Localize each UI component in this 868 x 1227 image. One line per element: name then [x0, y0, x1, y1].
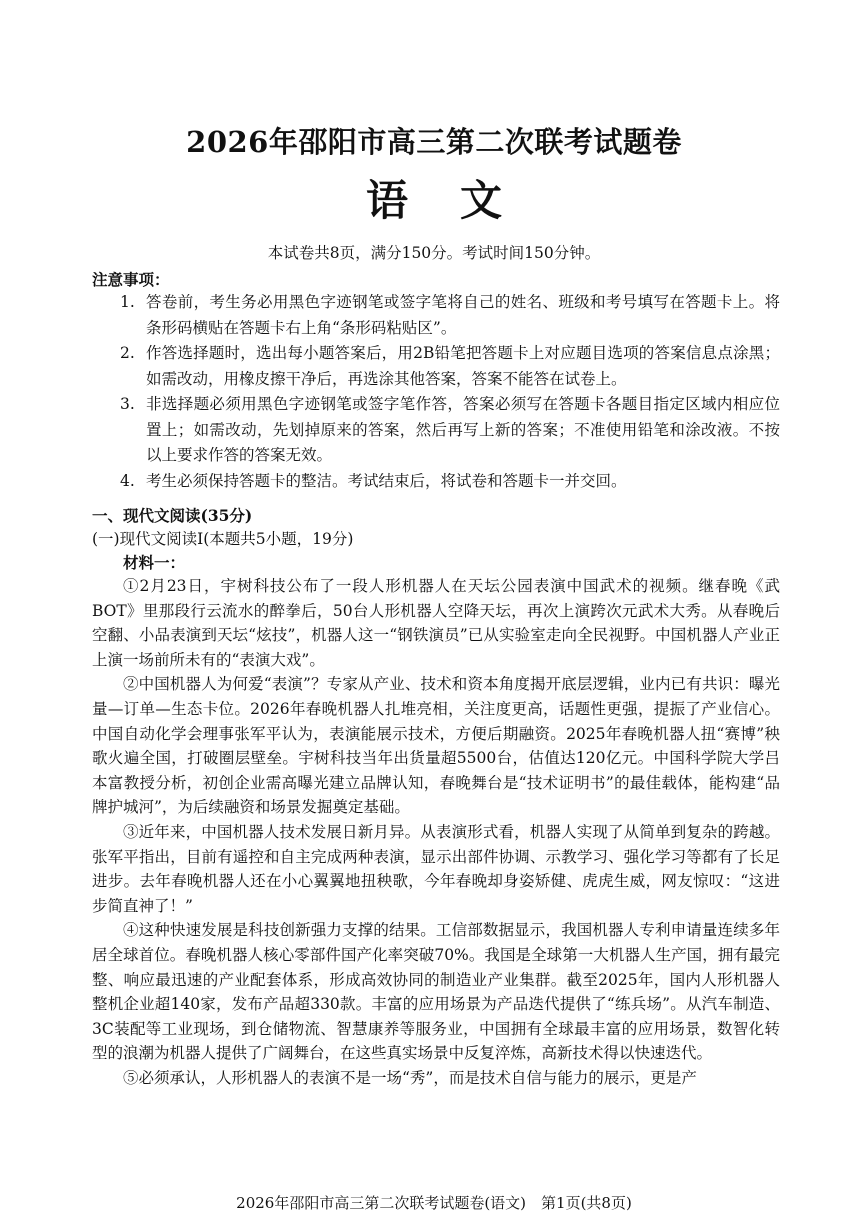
subject-char-1: 语: [365, 176, 408, 225]
subsection-heading: (一)现代文阅读Ⅰ(本题共5小题，19分): [92, 530, 354, 548]
page-footer: 2026年邵阳市高三第二次联考试题卷(语文) 第1页(共8页): [236, 1194, 632, 1212]
notes-list: [120, 290, 780, 494]
exam-title: 2026年邵阳市高三第二次联考试题卷: [186, 125, 682, 159]
note-text: 非选择题必须用黑色字迹钢笔或签字笔作答，答案必须写在答题卡各题目指定区域内相应位置上；如需改动，先划掉原来的答案，然后再写上新的答案；不准使用铅笔和涂改液。不按以上要求作答的答案无效。: [146, 395, 780, 464]
note-item: [120, 290, 780, 341]
passage-paragraph: ①2月23日，宇树科技公布了一段人形机器人在天坛公园表演中国武术的视频。继春晚《武BOT》里那段行云流水的醉拳后，50台人形机器人空降天坛，再次上演跨次元武术大秀。从春晚后空翻、小品表演到天坛“炫技”，机器人这一“钢铁演员”已从实验室走向全民视野。中国机器人产业正上演一场前所未有的“表演大戏”。: [92, 577, 780, 669]
note-number: 4.: [120, 471, 135, 490]
note-number: 1.: [120, 293, 135, 311]
note-item: [120, 469, 780, 495]
exam-info: 本试卷共8页，满分150分。考试时间150分钟。: [267, 244, 601, 262]
section-heading: 一、现代文阅读(35分): [92, 506, 253, 525]
note-item: [120, 341, 780, 392]
reading-passage: [92, 574, 780, 1090]
note-number: 3.: [120, 395, 135, 413]
note-text: 作答选择题时，选出每小题答案后，用2B铅笔把答题卡上对应题目选项的答案信息点涂黑；如需改动，用橡皮擦干净后，再选涂其他答案，答案不能答在试卷上。: [146, 344, 780, 388]
passage-paragraph: ②中国机器人为何爱“表演”？专家从产业、技术和资本角度揭开底层逻辑，业内已有共识：曝光量—订单—生态卡位。2026年春晚机器人扎堆亮相，关注度更高，话题性更强，提振了产业信心。中国自动化学会理事张军平认为，表演能展示技术，方便后期融资。2025年春晚机器人扭“赛博”秧歌火遍全国，打破圈层壁垒。宇树科技当年出货量超5500台，估值达120亿元。中国科学院大学吕本富教授分析，初创企业需高曝光建立品牌认知，春晚舞台是“技术证明书”的最佳载体，能构建“品牌护城河”，为后续融资和场景发掘奠定基础。: [92, 675, 780, 817]
note-text: 答卷前，考生务必用黑色字迹钢笔或签字笔将自己的姓名、班级和考号填写在答题卡上。将条形码横贴在答题卡右上角“条形码粘贴区”。: [146, 293, 780, 337]
note-item: [120, 392, 780, 469]
passage-paragraph: ③近年来，中国机器人技术发展日新月异。从表演形式看，机器人实现了从简单到复杂的跨越。张军平指出，目前有遥控和自主完成两种表演，显示出部件协调、示教学习、强化学习等都有了长足进步。去年春晚机器人还在小心翼翼地扭秧歌，今年春晚却身姿矫健、虎虎生威，网友惊叹：“这进步简直神了！”: [92, 822, 780, 915]
passage-paragraph: ④这种快速发展是科技创新强力支撑的结果。工信部数据显示，我国机器人专利申请量连续多年居全球首位。春晚机器人核心零部件国产化率突破70%。我国是全球第一大机器人生产国，拥有最完整、响应最迅速的产业配套体系，形成高效协同的制造业产业集群。截至2025年，国内人形机器人整机企业超140家，发布产品超330款。丰富的应用场景为产品迭代提供了“练兵场”。从汽车制造、3C装配等工业现场，到仓储物流、智慧康养等服务业，中国拥有全球最丰富的应用场景，数智化转型的浪潮为机器人提供了广阔舞台，在这些真实场景中反复淬炼，高新技术得以快速迭代。: [92, 921, 780, 1063]
subject-title: [0, 176, 868, 226]
note-number: 2.: [120, 344, 135, 362]
notes-heading: 注意事项：: [92, 270, 170, 289]
note-text: 考生必须保持答题卡的整洁。考试结束后，将试卷和答题卡一并交回。: [146, 471, 627, 490]
passage-paragraph: ⑤必须承认，人形机器人的表演不是一场“秀”，而是技术自信与能力的展示，更是产: [123, 1068, 697, 1087]
subject-char-2: 文: [460, 176, 503, 225]
material-label: 材料一：: [123, 553, 186, 572]
